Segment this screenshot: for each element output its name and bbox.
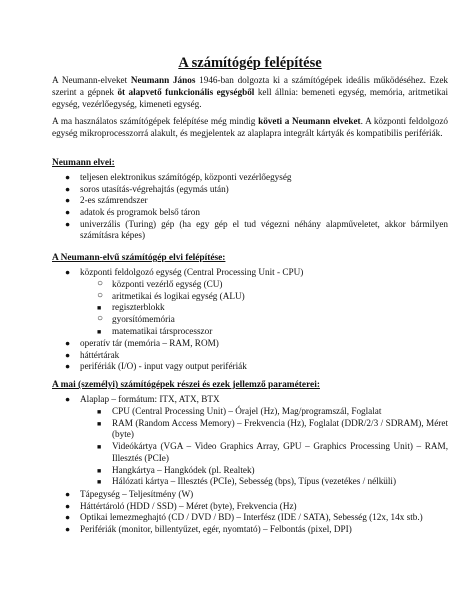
list-item: ● központi feldolgozó egység (Central Processing Unit - CPU) (65, 267, 304, 277)
bullet-icon: ● (65, 195, 71, 206)
bullet-icon: ● (65, 207, 71, 218)
list-item: ● háttértárak (65, 349, 120, 360)
text-run: A Neumann-elveket (52, 75, 131, 85)
list-item: ● adatok és programok belső táron (65, 207, 200, 218)
intro-paragraph-2 (52, 116, 448, 140)
text-run: A ma használatos számítógépek felépítése még mindig (52, 116, 259, 126)
intro-paragraph-1 (52, 75, 448, 111)
bold-text: követi a Neumann elveket (258, 116, 361, 126)
modern-parts-list-continued (65, 489, 448, 536)
square-bullet-icon: ■ (97, 304, 102, 313)
architecture-list-continued (65, 338, 448, 373)
bullet-icon: ● (65, 183, 71, 194)
modern-parts-list (65, 394, 448, 406)
list-item: ■ Videókártya (VGA – Video Graphics Array, GPU – Graphics Processing Unit) – RAM, Illesztés (PCIe) (97, 441, 448, 463)
list-item: ● 2-es számrendszer (65, 195, 148, 206)
bullet-icon: ● (65, 267, 71, 277)
list-item: ● univerzális (Turing) gép (ha egy gép el tud végezni néhány alapműveletet, akkor bármilyen számításra képes) (65, 218, 448, 241)
bullet-icon: ● (65, 512, 71, 523)
list-item: ○ központi vezérlő egység (CU) (97, 278, 223, 289)
list-item: ● Perifériák (monitor, billentyűzet, egér, nyomtató) – Felbontás (pixel, DPI) (65, 524, 352, 535)
list-item: ● operatív tár (memória – RAM, ROM) (65, 338, 219, 348)
list-item: ■ CPU (Central Processing Unit) – Órajel (Hz), Mag/programszál, Foglalat (112, 406, 448, 418)
architecture-list (65, 267, 448, 279)
text-run: . A központi feldolgozó egység mikroprocesszorrá alakult, és megjelentek az alaplapra integrált kártyák és kompatibilis perifériák. (52, 116, 449, 138)
list-item: ○ aritmetikai és logikai egység (ALU) (97, 289, 245, 301)
list-item: ● Optikai lemezmeghajtó (CD / DVD / BD) – Interfész (IDE / SATA), Sebesség (12x, 14x stb.) (65, 512, 423, 523)
circle-bullet-icon: ○ (97, 289, 104, 301)
bullet-icon: ● (65, 524, 71, 535)
list-item: ● Tápegység – Teljesítmény (W) (65, 489, 194, 499)
section-heading-modern-pc-parts: A mai (személyi) számítógépek részei és ezek jellemző paraméterei: (52, 380, 320, 390)
square-bullet-icon: ■ (97, 408, 102, 416)
list-item: ■ regiszterblokk (112, 302, 448, 314)
square-bullet-icon: ■ (97, 443, 102, 452)
text-run: kell állnia: bemeneti egység, memória, aritmetikai egység, vezérlőegység, kimeneti egység. (52, 86, 449, 109)
page-title: A számítógép felépítése (178, 55, 322, 71)
bullet-icon: ● (65, 361, 71, 372)
list-item: ● Háttértároló (HDD / SSD) – Méret (byte), Frekvencia (Hz) (65, 500, 297, 511)
section-heading-neumann-architecture: A Neumann-elvű számítógép elvi felépítése: (52, 253, 226, 263)
circle-bullet-icon: ○ (97, 313, 104, 325)
bold-text: öt alapvető funkcionális egységből (117, 86, 255, 97)
bullet-icon: ● (65, 218, 71, 229)
bullet-icon: ● (65, 349, 71, 360)
list-item: ● perifériák (I/O) - input vagy output perifériák (65, 361, 247, 372)
bullet-icon: ● (65, 338, 71, 348)
list-item: ○ gyorsítómemória (97, 313, 175, 325)
bullet-icon: ● (65, 489, 71, 499)
list-item: ■ Hangkártya – Hangkódek (pl. Realtek) (112, 465, 448, 477)
square-bullet-icon: ■ (97, 327, 102, 336)
section-heading-neumann-principles: Neumann elvei: (52, 158, 115, 168)
list-item: ■ Hálózati kártya – Illesztés (PCIe), Sebesség (bps), Típus (vezetékes / nélküli) (112, 476, 448, 488)
list-item: ■ RAM (Random Access Memory) – Frekvencia (Hz), Foglalat (DDR/2/3 / SDRAM), Méret (byte) (97, 417, 448, 440)
cpu-sublist (97, 278, 448, 337)
list-item: ● teljesen elektronikus számítógép, központi vezérlőegység (65, 172, 292, 182)
circle-bullet-icon: ○ (97, 278, 104, 289)
bullet-icon: ● (65, 172, 71, 182)
list-item: ● Alaplap – formátum: ITX, ATX, BTX (65, 394, 220, 404)
motherboard-sublist (97, 406, 448, 488)
square-bullet-icon: ■ (97, 419, 102, 428)
bullet-icon: ● (65, 394, 71, 404)
bullet-icon: ● (65, 500, 71, 511)
list-item: ● soros utasítás-végrehajtás (egymás után) (65, 183, 229, 194)
square-bullet-icon: ■ (97, 466, 102, 475)
square-bullet-icon: ■ (97, 478, 102, 487)
neumann-principles-list (65, 172, 448, 242)
list-item: ■ matematikai társprocesszor (112, 326, 448, 338)
bold-text: Neumann János (130, 75, 196, 85)
text-run: 1946-ban dolgozta ki a számítógépek ideális működéséhez. Ezek szerint a gépnek (52, 75, 448, 97)
